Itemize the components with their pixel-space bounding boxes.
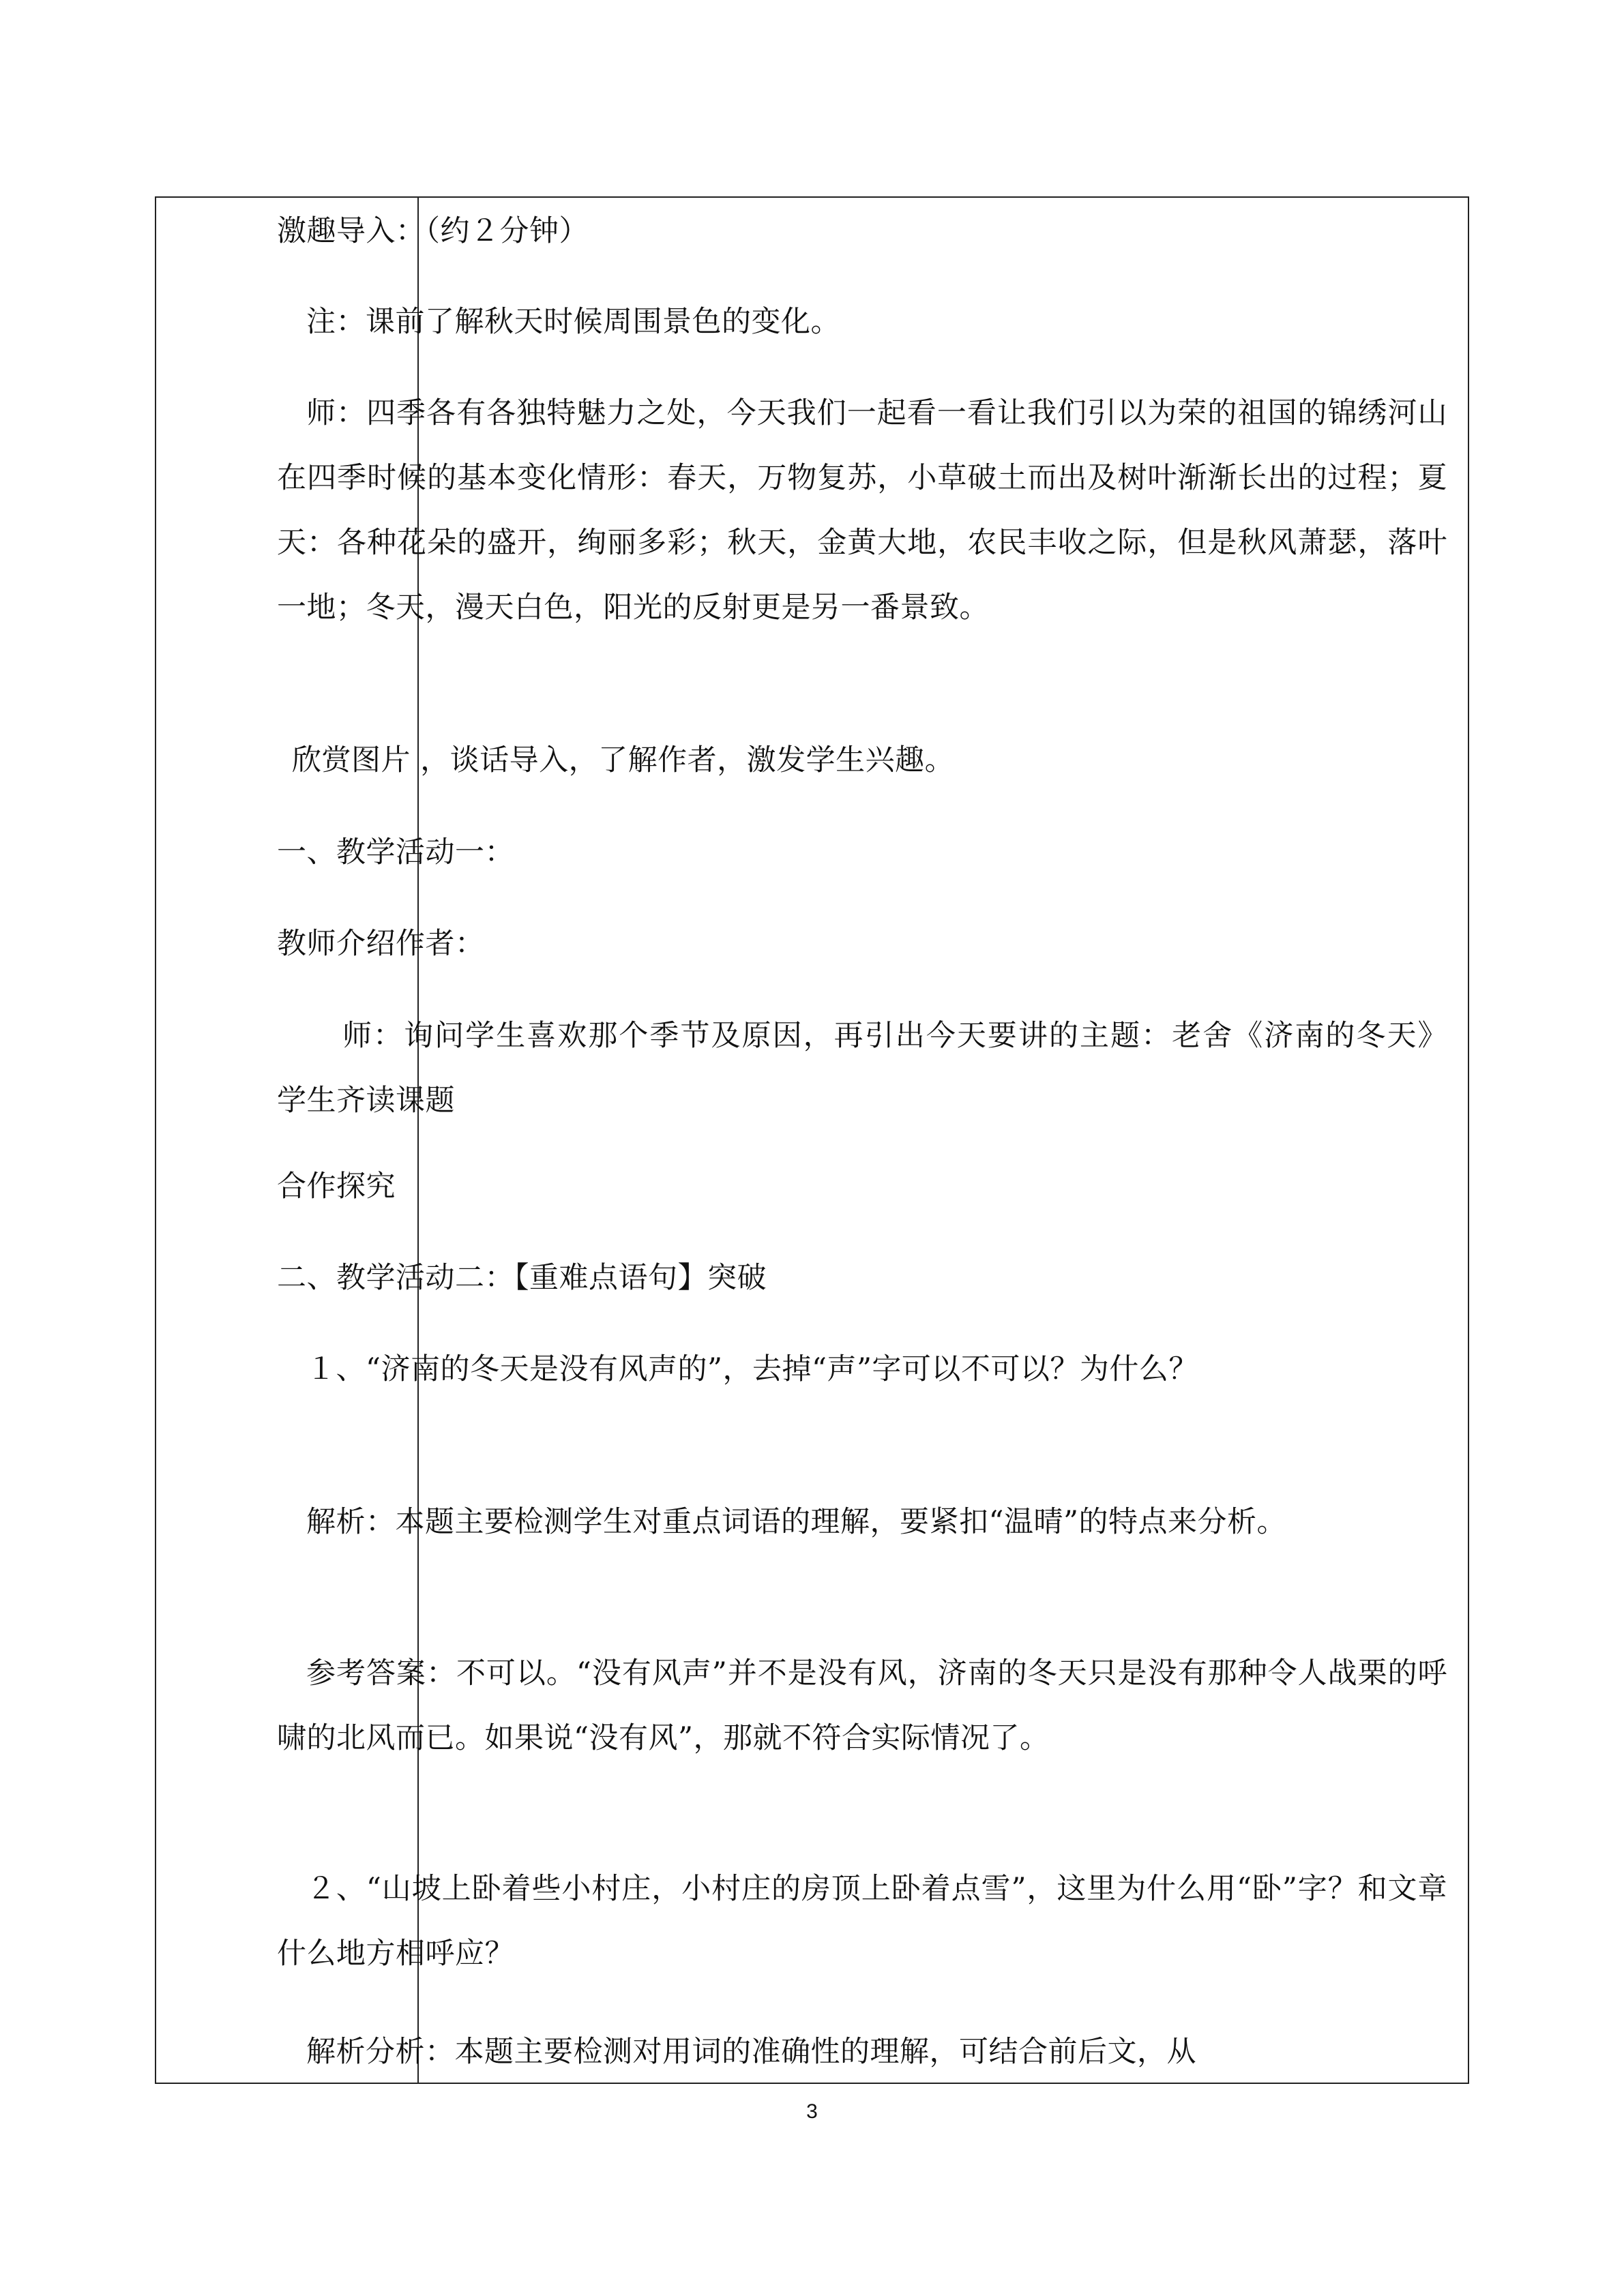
paragraph-question-two: ２、“山坡上卧着些小村庄，小村庄的房顶上卧着点雪”，这里为什么用“卧”字？和文章什么地方相呼应？ — [277, 1872, 1447, 1971]
paragraph-appreciate-pictures: 欣赏图片 ，谈话导入，了解作者，激发学生兴趣。 — [292, 743, 955, 777]
paragraph-teacher-seasons: 师：四季各有各独特魅力之处，今天我们一起看一看让我们引以为荣的祖国的锦绣河山在四季时候的基本变化情形：春天，万物复苏，小草破土而出及树叶渐渐长出的过程；夏天：各种花朵的盛开，绚丽多彩；秋天，金黄大地，农民丰收之际，但是秋风萧瑟，落叶一地；冬天，漫天白色，阳光的反射更是另一番景致。 — [277, 396, 1447, 625]
page-number: 3 — [806, 2100, 818, 2123]
paragraph-activity-one-heading: 一、教学活动一： — [277, 835, 514, 869]
paragraph-note: 注：课前了解秋天时候周围景色的变化。 — [306, 305, 840, 339]
paragraph-teacher-question: 师：询问学生喜欢那个季节及原因，再引出今天要讲的主题：老舍《济南的冬天》 学生齐读课题 — [277, 1019, 1447, 1118]
paragraph-cooperative-inquiry: 合作探究 — [277, 1169, 396, 1204]
paragraph-intro-heading: 激趣导入：（约２分钟） — [277, 214, 589, 248]
paragraph-introduce-author: 教师介绍作者： — [277, 927, 485, 961]
paragraph-answer-one: 参考答案：不可以。“没有风声”并不是没有风，济南的冬天只是没有那种令人战栗的呼啸的北风而已。如果说“没有风”，那就不符合实际情况了。 — [277, 1656, 1447, 1755]
paragraph-analysis-one: 解析：本题主要检测学生对重点词语的理解，要紧扣“温晴”的特点来分析。 — [306, 1505, 1286, 1539]
paragraph-question-one: １、“济南的冬天是没有风声的”，去掉“声”字可以不可以？为什么？ — [306, 1352, 1198, 1386]
paragraph-analysis-two: 解析分析：本题主要检测对用词的准确性的理解，可结合前后文，从 — [306, 2035, 1196, 2069]
paragraph-activity-two-heading: 二、教学活动二：【重难点语句】突破 — [277, 1261, 767, 1295]
